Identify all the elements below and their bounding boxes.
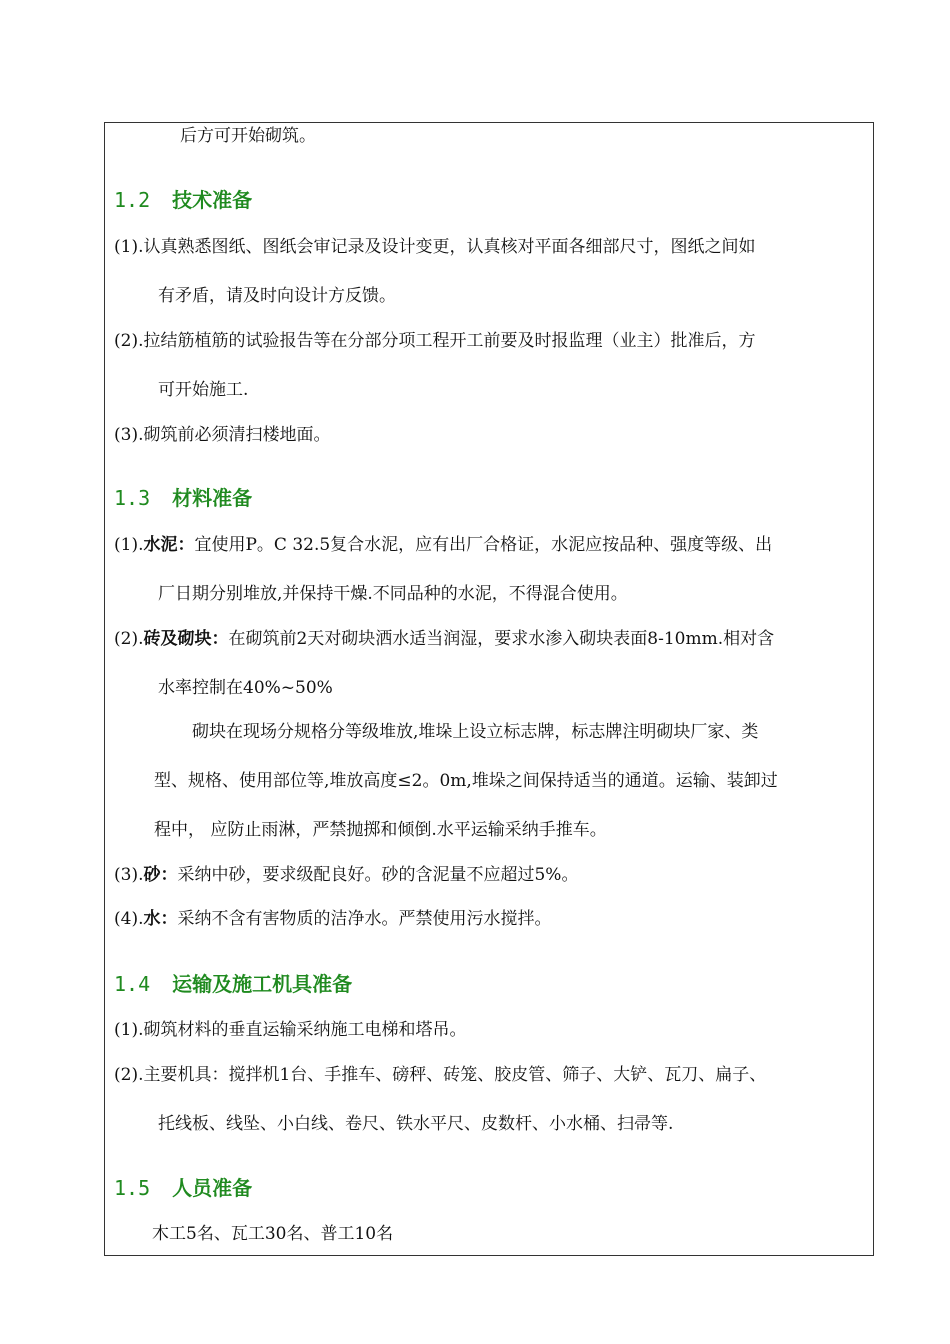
heading-number: 1.4 <box>114 972 151 996</box>
heading-title: 运输及施工机具准备 <box>172 972 353 996</box>
paragraph-line: 程中， 应防止雨淋，严禁抛掷和倾倒.水平运输采纳手推车。 <box>154 820 607 840</box>
paragraph-line: (3).砂：采纳中砂，要求级配良好。砂的含泥量不应超过5%。 <box>114 865 579 885</box>
paragraph-line: (3).砌筑前必须清扫楼地面。 <box>114 425 331 445</box>
heading-title: 技术准备 <box>172 188 253 212</box>
paragraph-line: (1).水泥：宜使用P。C 32.5复合水泥，应有出厂合格证，水泥应按品种、强度等级、出 <box>114 535 773 555</box>
heading-number: 1.3 <box>114 486 151 510</box>
term-sand: 砂： <box>143 865 178 885</box>
paragraph-line: 水率控制在40%~50% <box>158 678 333 698</box>
heading-title: 人员准备 <box>172 1176 253 1200</box>
heading-number: 1.5 <box>114 1176 151 1200</box>
paragraph-line: 砌块在现场分规格分等级堆放,堆垛上设立标志牌，标志牌注明砌块厂家、类 <box>192 722 759 742</box>
section-heading-1-4 <box>114 970 352 998</box>
term-blocks: 砖及砌块： <box>143 629 229 649</box>
section-heading-1-5 <box>114 1174 252 1202</box>
paragraph-line: 可开始施工. <box>158 380 249 400</box>
paragraph-line: 有矛盾，请及时向设计方反馈。 <box>158 286 396 306</box>
paragraph-line: 后方可开始砌筑。 <box>180 126 316 146</box>
section-heading-1-2 <box>114 186 252 214</box>
term-water: 水： <box>143 909 178 929</box>
term-cement: 水泥： <box>143 535 195 555</box>
paragraph-line: 木工5名、瓦工30名、普工10名 <box>152 1224 394 1244</box>
paragraph-line: (4).水：采纳不含有害物质的洁净水。严禁使用污水搅拌。 <box>114 909 552 929</box>
section-heading-1-3 <box>114 484 252 512</box>
paragraph-line: (1).认真熟悉图纸、图纸会审记录及设计变更，认真核对平面各细部尺寸，图纸之间如 <box>114 237 756 257</box>
paragraph-line: 型、规格、使用部位等,堆放高度≤2。0m,堆垛之间保持适当的通道。运输、装卸过 <box>154 771 778 791</box>
paragraph-line: 托线板、线坠、小白线、卷尺、铁水平尺、皮数杆、小水桶、扫帚等. <box>158 1114 674 1134</box>
paragraph-line: (2).主要机具：搅拌机1台、手推车、磅秤、砖笼、胶皮管、筛子、大铲、瓦刀、扁子、 <box>114 1065 767 1085</box>
paragraph-line: (2).砖及砌块：在砌筑前2天对砌块洒水适当润湿，要求水渗入砌块表面8-10mm.相对含 <box>114 629 775 649</box>
paragraph-line: (2).拉结筋植筋的试验报告等在分部分项工程开工前要及时报监理（业主）批准后，方 <box>114 331 756 351</box>
paragraph-line: 厂日期分别堆放,并保持干燥.不同品种的水泥，不得混合使用。 <box>158 584 628 604</box>
heading-title: 材料准备 <box>172 486 253 510</box>
heading-number: 1.2 <box>114 188 151 212</box>
paragraph-line: (1).砌筑材料的垂直运输采纳施工电梯和塔吊。 <box>114 1020 467 1040</box>
